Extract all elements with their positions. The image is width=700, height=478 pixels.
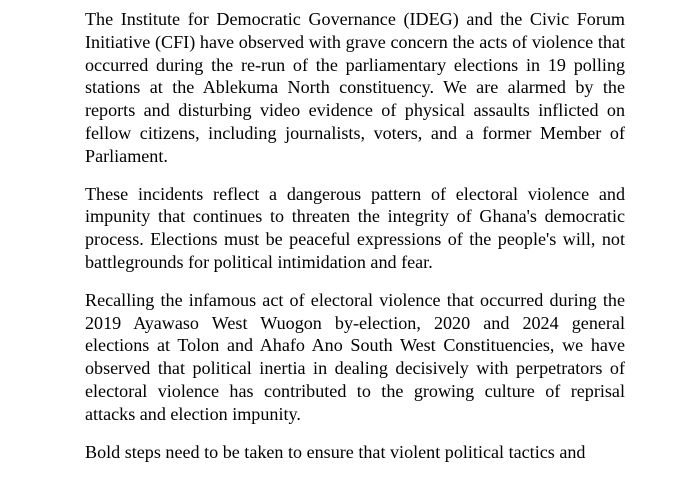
paragraph-pattern: These incidents reflect a dangerous pattern of electoral violence and impunity that continues to threaten the integrity of Ghana's democratic process. Elections must be peaceful expressions of the people's will, not battlegrounds for political intimidation and fear. [85, 183, 625, 272]
paragraph-recall: Recalling the infamous act of electoral violence that occurred during the 2019 Ayawaso West Wuogon by-election, 2020 and 2024 general elections at Tolon and Ahafo Ano South West Constituencies, we have observed that political inertia in dealing decisively with perpetrators of electoral violence has contributed to the growing culture of reprisal attacks and election impunity. [85, 289, 625, 424]
paragraph-concern: The Institute for Democratic Governance (IDEG) and the Civic Forum Initiative (CFI) have observed with grave concern the acts of violence that occurred during the re-run of the parliamentary elections in 19 polling stations at the Ablekuma North constituency. We are alarmed by the reports and disturbing video evidence of physical assaults inflicted on fellow citizens, including journalists, voters, and a former Member of Parliament. [85, 9, 625, 166]
paragraph-bold-steps: Bold steps need to be taken to ensure that violent political tactics and [85, 441, 586, 462]
document-body [85, 8, 625, 478]
